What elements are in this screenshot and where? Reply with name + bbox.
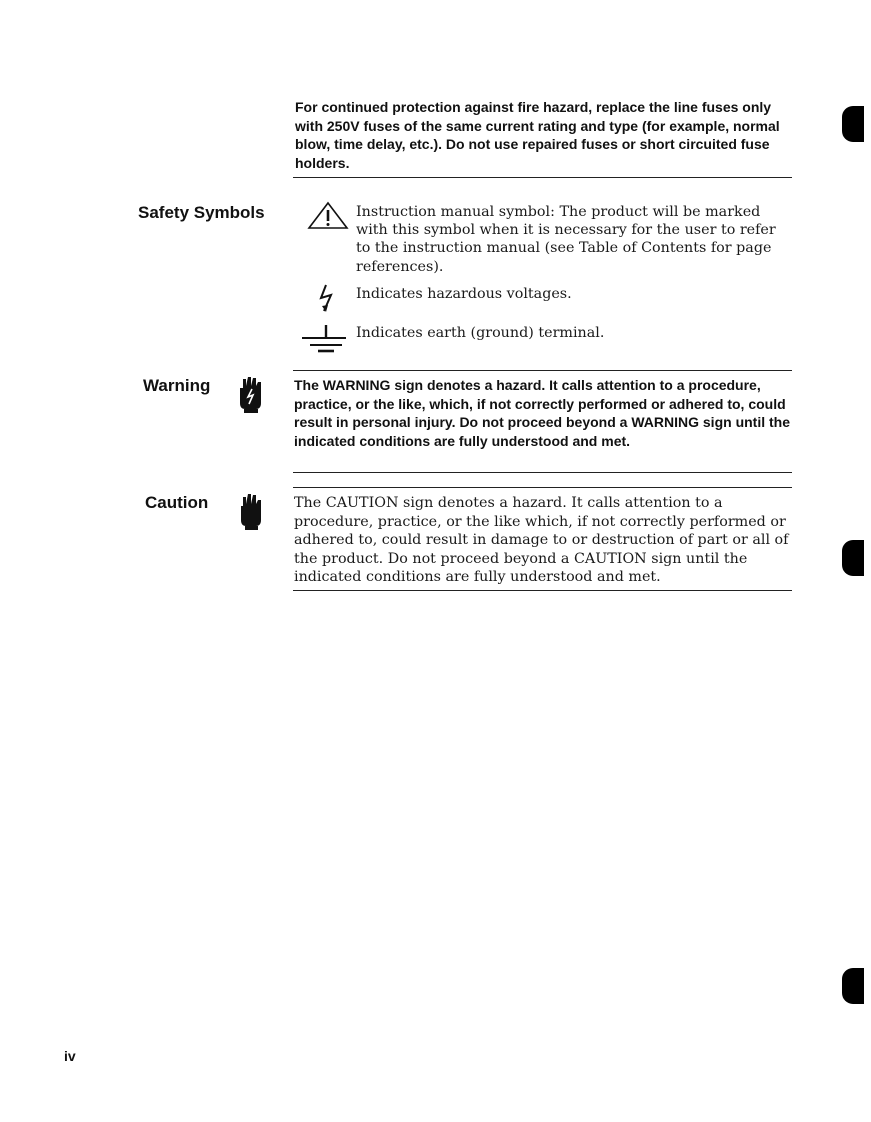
hazardous-voltage-description: Indicates hazardous voltages. <box>356 286 572 302</box>
warning-heading: Warning <box>143 376 211 395</box>
earth-ground-description: Indicates earth (ground) terminal. <box>356 325 605 341</box>
divider <box>293 472 792 473</box>
symbol-row-instruction-manual <box>288 203 793 281</box>
lightning-bolt-icon <box>298 284 358 314</box>
caution-text: The CAUTION sign denotes a hazard. It calls attention to a procedure, practice, or the like which, if not correctly performed or adhered to, could result in damage to or destruction of part or all of the product. Do not proceed beyond a CAUTION sign until the indicated conditions are fully understood and met. <box>294 495 789 586</box>
edge-tab-marker <box>842 968 864 1004</box>
divider <box>293 590 792 591</box>
edge-tab-marker <box>842 540 864 576</box>
symbol-row-earth-ground <box>288 323 793 357</box>
instruction-manual-description: Instruction manual symbol: The product will be marked with this symbol when it is necessary for the user to refer to the instruction manual (see Table of Contents for page references). <box>356 204 776 275</box>
warning-text: The WARNING sign denotes a hazard. It calls attention to a procedure, practice, or the like, which, if not correctly performed or adhered to, could result in personal injury. Do not proceed beyond a WARNING sign until the indicated conditions are fully understood and met. <box>294 377 791 449</box>
earth-ground-icon <box>294 323 354 355</box>
divider <box>293 370 792 371</box>
instruction-manual-warning-icon <box>298 201 358 231</box>
page-number: iv <box>64 1048 76 1064</box>
symbol-row-hazardous-voltage <box>288 285 793 313</box>
caution-heading: Caution <box>145 493 209 512</box>
safety-symbols-heading: Safety Symbols <box>138 203 265 222</box>
edge-tab-marker <box>842 106 864 142</box>
divider <box>293 487 792 488</box>
caution-hand-icon <box>238 493 264 531</box>
warning-hand-lightning-icon <box>237 376 263 414</box>
divider <box>293 177 792 178</box>
fire-hazard-note: For continued protection against fire hazard, replace the line fuses only with 250V fuses of the same current rating and type (for example, normal blow, time delay, etc.). Do not use repaired fuses or short circuited fuse holders. <box>295 99 780 171</box>
